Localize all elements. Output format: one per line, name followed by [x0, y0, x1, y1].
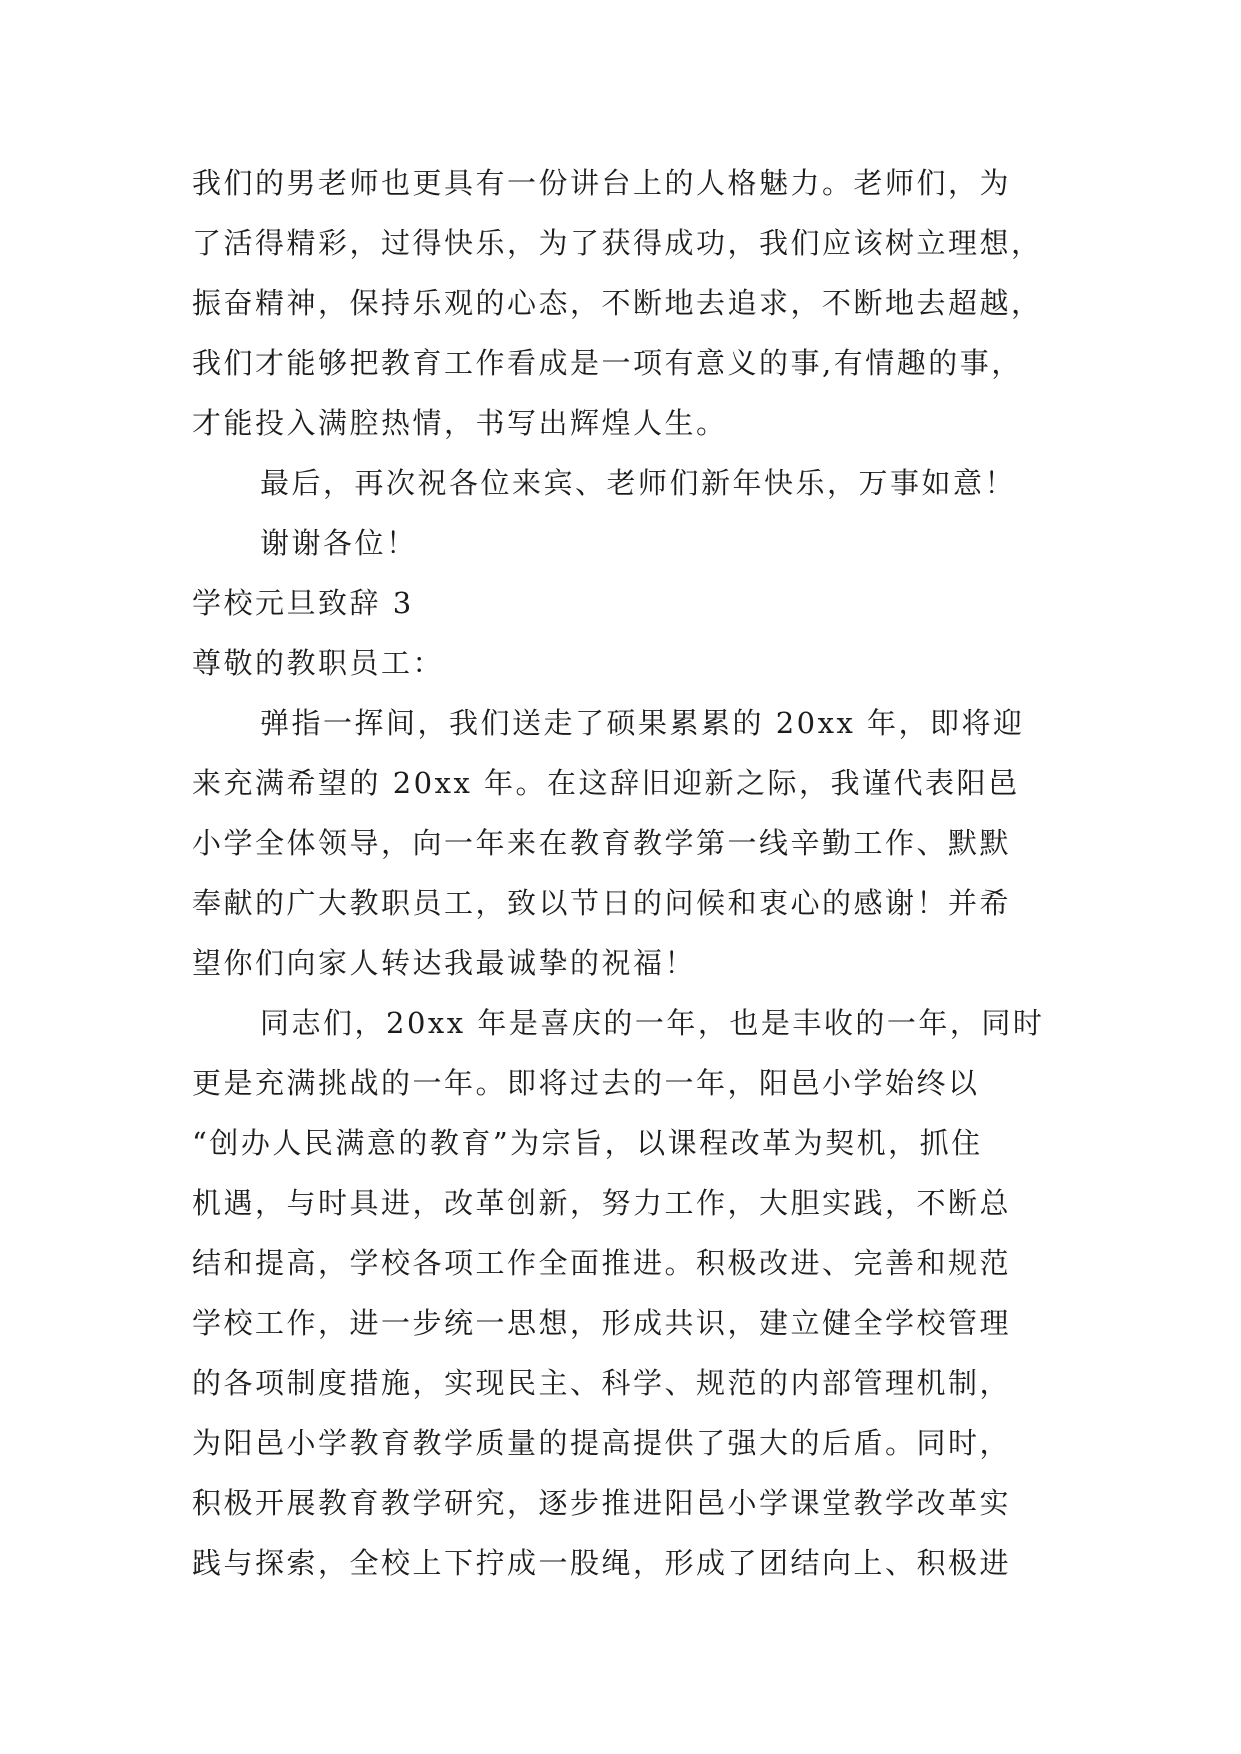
text-line: 同志们，20xx 年是喜庆的一年，也是丰收的一年，同时: [260, 1006, 1045, 1040]
text-line: 我们的男老师也更具有一份讲台上的人格魅力。老师们，为: [192, 166, 1012, 200]
text-line: 学校工作，进一步统一思想，形成共识，建立健全学校管理: [192, 1306, 1012, 1340]
text-line: 为阳邑小学教育教学质量的提高提供了强大的后盾。同时，: [192, 1426, 1012, 1460]
text-line: 来充满希望的 20xx 年。在这辞旧迎新之际，我谨代表阳邑: [192, 766, 1020, 800]
text-line: 最后，再次祝各位来宾、老师们新年快乐，万事如意！: [260, 466, 1017, 500]
text-line: 我们才能够把教育工作看成是一项有意义的事,有情趣的事，: [192, 346, 1023, 380]
text-line: 的各项制度措施，实现民主、科学、规范的内部管理机制，: [192, 1366, 1012, 1400]
text-line: 机遇，与时具进，改革创新，努力工作，大胆实践，不断总: [192, 1186, 1012, 1220]
text-line: 积极开展教育教学研究，逐步推进阳邑小学课堂教学改革实: [192, 1486, 1012, 1520]
salutation: 尊敬的教职员工：: [192, 646, 445, 680]
text-line: “创办人民满意的教育”为宗旨，以课程改革为契机，抓住: [192, 1126, 983, 1160]
text-line: 望你们向家人转达我最诚挚的祝福！: [192, 946, 697, 980]
text-line: 更是充满挑战的一年。即将过去的一年，阳邑小学始终以: [192, 1066, 980, 1100]
section-heading: 学校元旦致辞 3: [192, 586, 414, 620]
text-line: 才能投入满腔热情，书写出辉煌人生。: [192, 406, 728, 440]
text-line: 了活得精彩，过得快乐，为了获得成功，我们应该树立理想，: [192, 226, 1043, 260]
text-line: 小学全体领导，向一年来在教育教学第一线辛勤工作、默默: [192, 826, 1012, 860]
text-line: 弹指一挥间，我们送走了硕果累累的 20xx 年，即将迎: [260, 706, 1025, 740]
text-line: 振奋精神，保持乐观的心态，不断地去追求，不断地去超越，: [192, 286, 1043, 320]
text-line: 谢谢各位！: [260, 526, 418, 560]
text-line: 奉献的广大教职员工，致以节日的问候和衷心的感谢！并希: [192, 886, 1012, 920]
text-line: 结和提高，学校各项工作全面推进。积极改进、完善和规范: [192, 1246, 1012, 1280]
text-line: 践与探索，全校上下拧成一股绳，形成了团结向上、积极进: [192, 1546, 1012, 1580]
